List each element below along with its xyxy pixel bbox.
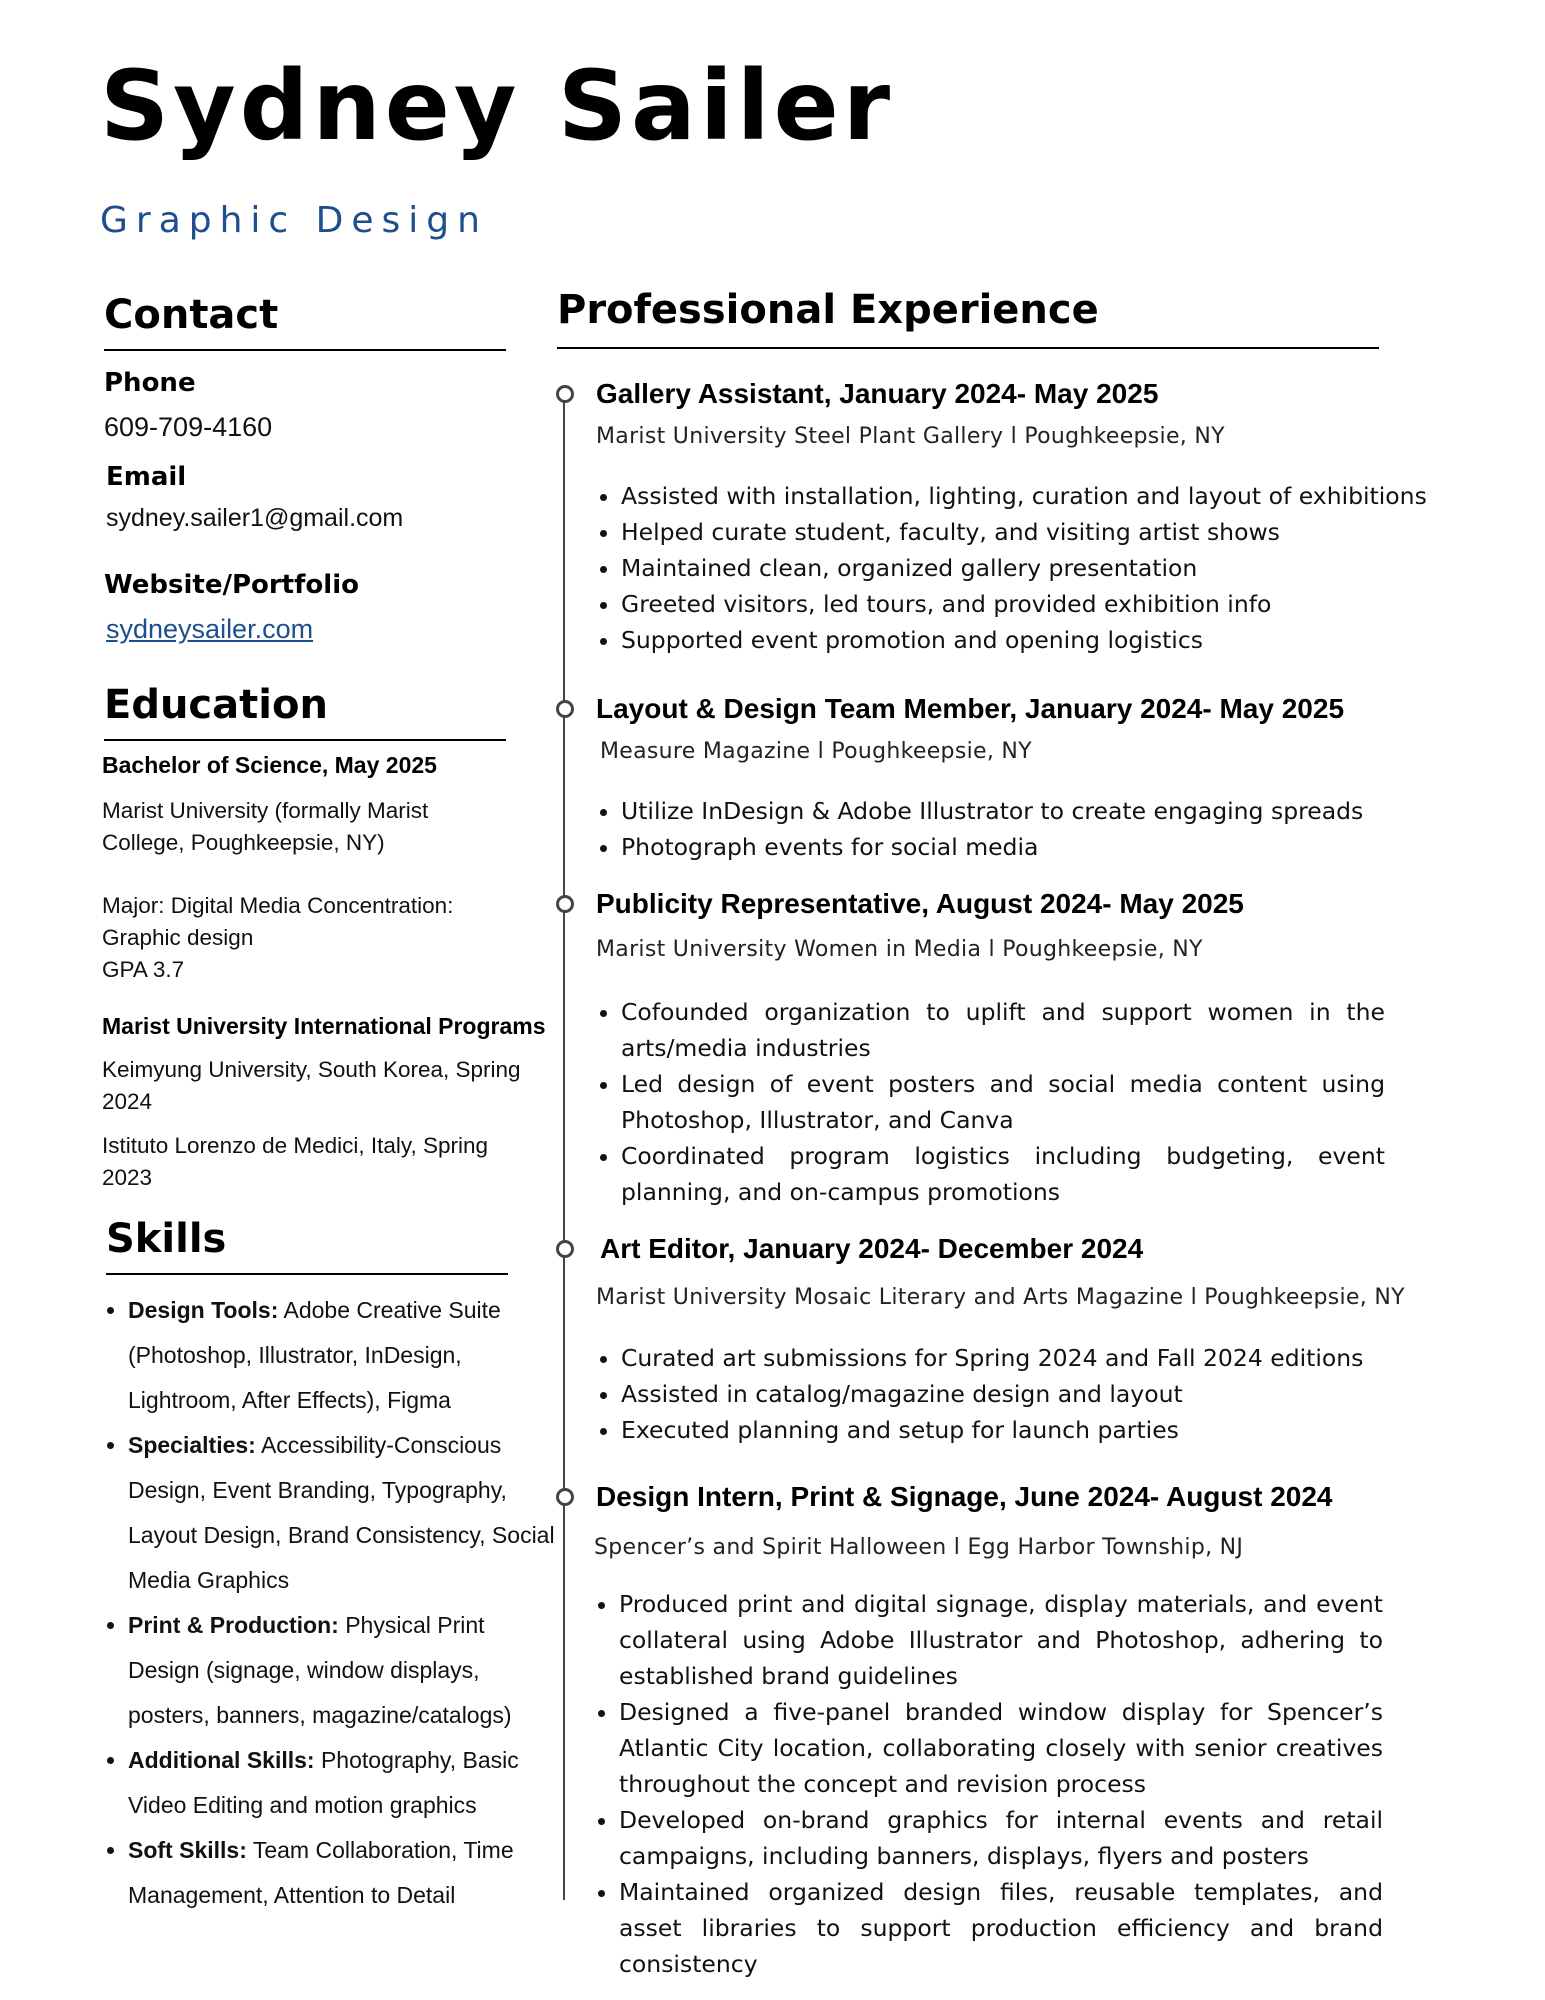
website-label: Website/Portfolio — [104, 570, 359, 600]
education-heading: Education — [104, 682, 328, 728]
timeline-node — [556, 895, 574, 913]
skills-divider — [106, 1273, 508, 1275]
gpa: GPA 3.7 — [102, 957, 185, 982]
job-bullets — [596, 478, 1451, 658]
skills-heading: Skills — [106, 1216, 227, 1262]
skill-label: Soft Skills: — [128, 1837, 247, 1863]
timeline-node — [556, 700, 574, 718]
list-item: • Greeted visitors, led tours, and provided exhibition info — [621, 586, 1451, 622]
job-org: Marist University Women in Media l Poughkeepsie, NY — [596, 937, 1203, 962]
experience-heading: Professional Experience — [557, 287, 1099, 333]
degree-title: Bachelor of Science, May 2025 — [102, 752, 437, 778]
list-item: • Assisted in catalog/magazine design and layout — [621, 1376, 1451, 1412]
skill-label: Print & Production: — [128, 1612, 339, 1638]
list-item: • Led design of event posters and social media content using Photoshop, Illustrator, and Canva — [621, 1066, 1385, 1138]
intl-programs-title: Marist University International Programs — [102, 1013, 546, 1039]
list-item: • Produced print and digital signage, display materials, and event collateral using Adobe Illustrator and Photoshop, adhering to established brand guidelines — [619, 1586, 1383, 1694]
list-item: • Cofounded organization to uplift and support women in the arts/media industries — [621, 994, 1385, 1066]
list-item: • Assisted with installation, lighting, curation and layout of exhibitions — [621, 478, 1451, 514]
list-item: • Curated art submissions for Spring 2024 and Fall 2024 editions — [621, 1340, 1451, 1376]
email-value: sydney.sailer1@gmail.com — [106, 504, 404, 532]
resume-name: Sydney Sailer — [100, 50, 895, 162]
job-bullets — [596, 994, 1385, 1210]
timeline-node — [556, 1488, 574, 1506]
resume-subtitle: Graphic Design — [100, 200, 488, 241]
portfolio-link[interactable]: sydneysailer.com — [106, 614, 314, 644]
job-org: Spencer’s and Spirit Halloween l Egg Harbor Township, NJ — [594, 1535, 1244, 1560]
email-label: Email — [106, 462, 187, 492]
job-org: Measure Magazine l Poughkeepsie, NY — [600, 739, 1032, 764]
job-title: Publicity Representative, August 2024- May 2025 — [596, 888, 1244, 919]
job-title: Design Intern, Print & Signage, June 2024- August 2024 — [596, 1481, 1333, 1512]
intl-program-2: Istituto Lorenzo de Medici, Italy, Spring 2023 — [102, 1133, 489, 1190]
job-org: Marist University Steel Plant Gallery l Poughkeepsie, NY — [596, 424, 1225, 449]
phone-label: Phone — [104, 368, 196, 398]
education-divider — [104, 739, 506, 741]
skill-label: Specialties: — [128, 1432, 256, 1458]
list-item — [128, 1603, 558, 1738]
list-item: • Utilize InDesign & Adobe Illustrator to create engaging spreads — [621, 793, 1451, 829]
list-item: • Developed on-brand graphics for internal events and retail campaigns, including banners, displays, flyers and posters — [619, 1802, 1383, 1874]
job-bullets — [596, 1340, 1451, 1448]
list-item: • Helped curate student, faculty, and visiting artist shows — [621, 514, 1451, 550]
list-item: • Supported event promotion and opening logistics — [621, 622, 1451, 658]
list-item: • Photograph events for social media — [621, 829, 1451, 865]
timeline-line — [563, 392, 565, 1900]
timeline-node — [556, 1240, 574, 1258]
contact-divider — [104, 349, 506, 351]
school-name: Marist University (formally Marist College, Poughkeepsie, NY) — [102, 798, 429, 855]
job-bullets — [594, 1586, 1383, 1982]
skill-text: Adobe Creative Suite (Photoshop, Illustrator, InDesign, Lightroom, After Effects), Figma — [128, 1297, 501, 1413]
list-item — [128, 1423, 558, 1603]
job-org: Marist University Mosaic Literary and Arts Magazine l Poughkeepsie, NY — [596, 1285, 1405, 1310]
skill-text: Team Collaboration, Time Management, Attention to Detail — [128, 1837, 514, 1908]
contact-heading: Contact — [104, 292, 279, 338]
intl-program-1: Keimyung University, South Korea, Spring 2024 — [102, 1057, 521, 1114]
list-item — [128, 1288, 558, 1423]
list-item — [128, 1738, 558, 1828]
job-bullets — [596, 793, 1451, 865]
list-item: • Executed planning and setup for launch parties — [621, 1412, 1451, 1448]
list-item — [128, 1828, 558, 1918]
list-item: • Maintained organized design files, reusable templates, and asset libraries to support production efficiency and brand consistency — [619, 1874, 1383, 1982]
timeline-node — [556, 385, 574, 403]
list-item: • Coordinated program logistics including budgeting, event planning, and on-campus promotions — [621, 1138, 1385, 1210]
experience-divider — [557, 347, 1379, 349]
skill-text: Photography, Basic Video Editing and motion graphics — [128, 1747, 519, 1818]
skill-text: Physical Print Design (signage, window displays, posters, banners, magazine/catalogs) — [128, 1612, 512, 1728]
major-line-2: Graphic design — [102, 925, 254, 950]
job-title: Layout & Design Team Member, January 2024- May 2025 — [596, 693, 1345, 724]
phone-value: 609-709-4160 — [104, 412, 273, 442]
job-title: Art Editor, January 2024- December 2024 — [600, 1233, 1144, 1264]
list-item: • Designed a five-panel branded window display for Spencer’s Atlantic City location, collaborating closely with senior creatives throughout the concept and revision process — [619, 1694, 1383, 1802]
skills-list — [102, 1288, 558, 1918]
skill-text: Accessibility-Conscious Design, Event Branding, Typography, Layout Design, Brand Consistency, Social Media Graphics — [128, 1432, 555, 1593]
skill-label: Design Tools: — [128, 1297, 279, 1323]
skill-label: Additional Skills: — [128, 1747, 315, 1773]
list-item: • Maintained clean, organized gallery presentation — [621, 550, 1451, 586]
major-line-1: Major: Digital Media Concentration: — [102, 893, 454, 918]
job-title: Gallery Assistant, January 2024- May 2025 — [596, 378, 1159, 409]
